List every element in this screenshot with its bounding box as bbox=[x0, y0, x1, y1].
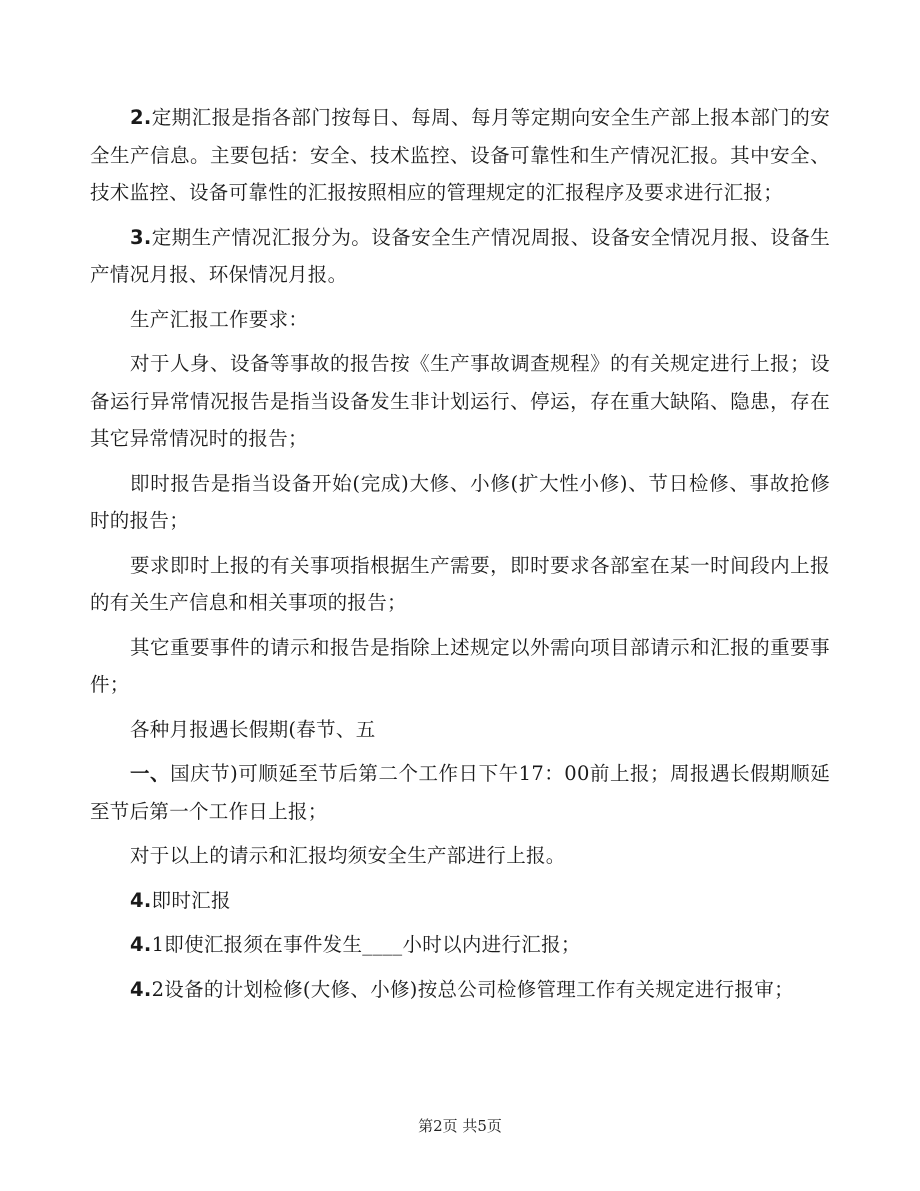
paragraph bbox=[90, 465, 830, 540]
paragraph bbox=[90, 301, 830, 339]
paragraph-text: 要求即时上报的有关事项指根据生产需要，即时要求各部室在某一时间段内上报的有关生产信息和相关事项的报告； bbox=[90, 553, 830, 614]
paragraph-number: 4. bbox=[130, 977, 152, 1001]
paragraph bbox=[90, 837, 830, 875]
paragraph-text: 2设备的计划检修(大修、小修)按总公司检修管理工作有关规定进行报审； bbox=[151, 977, 794, 1001]
paragraph bbox=[90, 971, 830, 1009]
paragraph-number: 4. bbox=[130, 933, 152, 956]
paragraph-number: 4. bbox=[130, 888, 152, 912]
paragraph-text: 对于人身、设备等事故的报告按《生产事故调查规程》的有关规定进行上报；设备运行异常情况报告是指当设备发生非计划运行、停运，存在重大缺陷、隐患，存在其它异常情况时的报告； bbox=[90, 352, 830, 450]
paragraph bbox=[90, 755, 830, 830]
paragraph-text: 即时报告是指当设备开始(完成)大修、小修(扩大性小修)、节日检修、事故抢修时的报告； bbox=[90, 471, 830, 532]
paragraph bbox=[90, 547, 830, 622]
paragraph bbox=[90, 711, 830, 749]
paragraph-text: 国庆节)可顺延至节后第二个工作日下午17：00前上报；周报遇长假期顺延至节后第一个工作日上报； bbox=[90, 762, 831, 823]
paragraph-text: 定期生产情况汇报分为。设备安全生产情况周报、设备安全情况月报、设备生产情况月报、环保情况月报。 bbox=[90, 225, 830, 286]
paragraph bbox=[90, 345, 830, 458]
paragraph bbox=[90, 629, 830, 704]
paragraph-text: 其它重要事件的请示和报告是指除上述规定以外需向项目部请示和汇报的重要事件； bbox=[90, 635, 830, 696]
paragraph-text: 生产汇报工作要求： bbox=[130, 307, 309, 331]
paragraph bbox=[90, 99, 830, 212]
document-body bbox=[90, 99, 830, 1015]
paragraph-text: 即时汇报 bbox=[151, 888, 231, 912]
paragraph-number: 3. bbox=[130, 225, 152, 249]
paragraph-number: 2. bbox=[130, 106, 152, 129]
paragraph bbox=[90, 219, 830, 294]
page-number-footer: 第2页 共5页 bbox=[418, 1117, 502, 1135]
paragraph-number: 一、 bbox=[130, 762, 171, 785]
paragraph-text: 对于以上的请示和汇报均须安全生产部进行上报。 bbox=[130, 844, 566, 867]
paragraph-text: 各种月报遇长假期(春节、五 bbox=[130, 717, 376, 741]
paragraph-text: 定期汇报是指各部门按每日、每周、每月等定期向安全生产部上报本部门的安全生产信息。主要包括：安全、技术监控、设备可靠性和生产情况汇报。其中安全、技术监控、设备可靠性的汇报按照相应的管理规定的汇报程序及要求进行汇报； bbox=[90, 106, 830, 204]
paragraph bbox=[90, 926, 830, 964]
paragraph bbox=[90, 882, 830, 920]
paragraph-text: 1即使汇报须在事件发生____小时以内进行汇报； bbox=[151, 933, 581, 956]
